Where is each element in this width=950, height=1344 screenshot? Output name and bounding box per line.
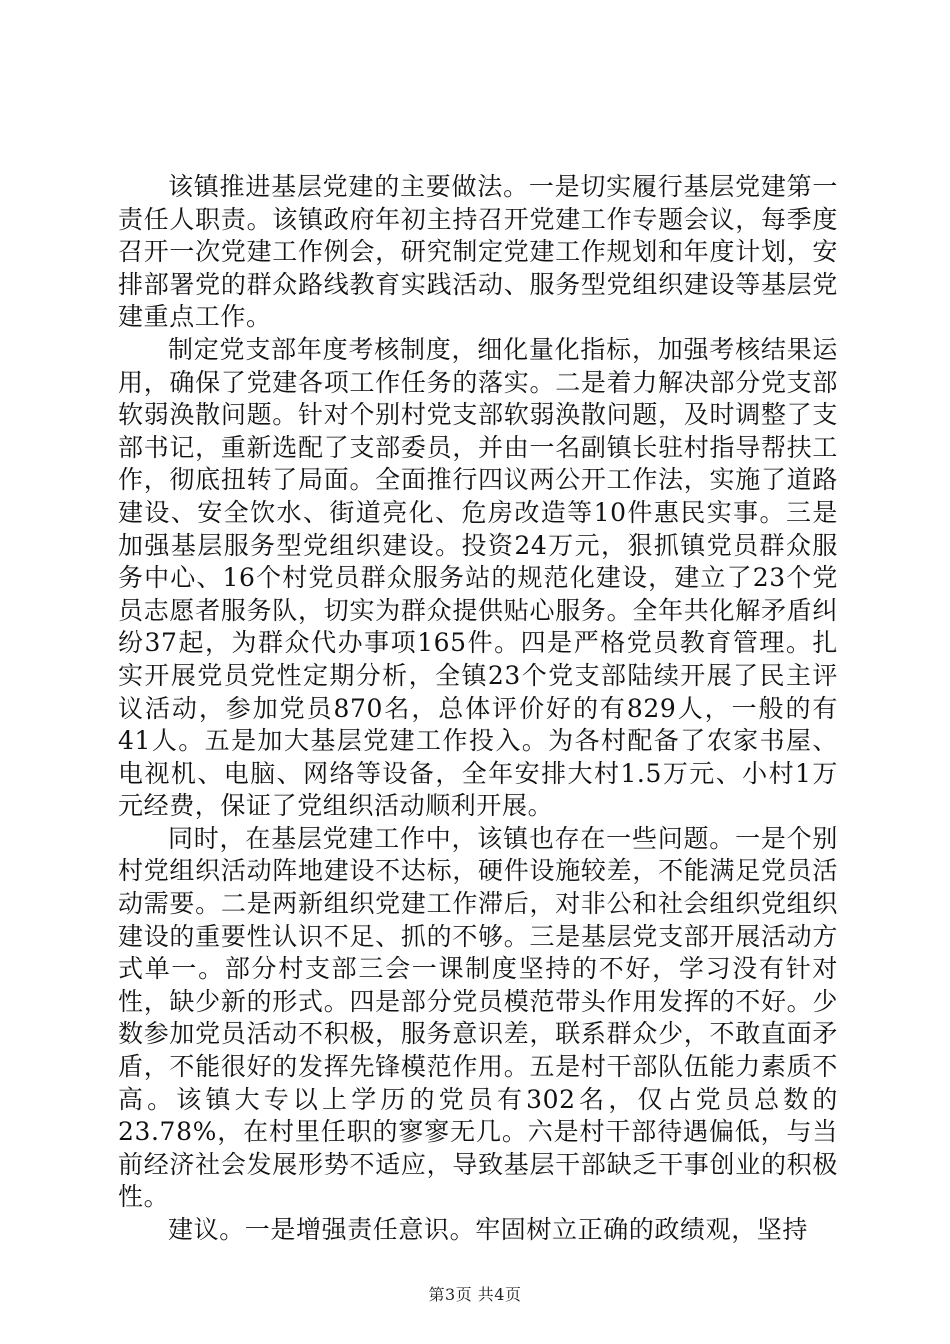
body-text xyxy=(118,171,838,1247)
paragraph-main-practices: 该镇推进基层党建的主要做法。一是切实履行基层党建第一责任人职责。该镇政府年初主持召开党建工作专题会议，每季度召开一次党建工作例会，研究制定党建工作规划和年度计划，安排部署党的群众路线教育实践活动、服务型党组织建设等基层党建重点工作。 xyxy=(118,172,838,332)
page-footer: 第3页 共4页 xyxy=(428,1285,522,1304)
paragraph-assessment: 制定党支部年度考核制度，细化量化指标，加强考核结果运用，确保了党建各项工作任务的落实。二是着力解决部分党支部软弱涣散问题。针对个别村党支部软弱涣散问题，及时调整了支部书记，重新选配了支部委员，并由一名副镇长驻村指导帮扶工作，彻底扭转了局面。全面推行四议两公开工作法，实施了道路建设、安全饮水、街道亮化、危房改造等10件惠民实事。三是加强基层服务型党组织建设。投资24万元，狠抓镇党员群众服务中心、16个村党员群众服务站的规范化建设，建立了23个党员志愿者服务队，切实为群众提供贴心服务。全年共化解矛盾纠纷37起，为群众代办事项165件。四是严格党员教育管理。扎实开展党员党性定期分析，全镇23个党支部陆续开展了民主评议活动，参加党员870名，总体评价好的有829人，一般的有41人。五是加大基层党建工作投入。为各村配备了农家书屋、电视机、电脑、网络等设备，全年安排大村1.5万元、小村1万元经费，保证了党组织活动顺利开展。 xyxy=(118,334,838,821)
paragraph-problems: 同时，在基层党建工作中，该镇也存在一些问题。一是个别村党组织活动阵地建设不达标，硬件设施较差，不能满足党员活动需要。二是两新组织党建工作滞后，对非公和社会组织党组织建设的重要性认识不足、抓的不够。三是基层党支部开展活动方式单一。部分村支部三会一课制度坚持的不好，学习没有针对性，缺少新的形式。四是部分党员模范带头作用发挥的不好。少数参加党员活动不积极，服务意识差，联系群众少，不敢直面矛盾，不能很好的发挥先锋模范作用。五是村干部队伍能力素质不高。该镇大专以上学历的党员有302名，仅占党员总数的23.78%，在村里任职的寥寥无几。六是村干部待遇偏低，与当前经济社会发展形势不适应，导致基层干部缺乏干事创业的积极性。 xyxy=(118,823,838,1212)
paragraph-suggestions: 建议。一是增强责任意识。牢固树立正确的政绩观，坚持 xyxy=(168,1215,809,1244)
